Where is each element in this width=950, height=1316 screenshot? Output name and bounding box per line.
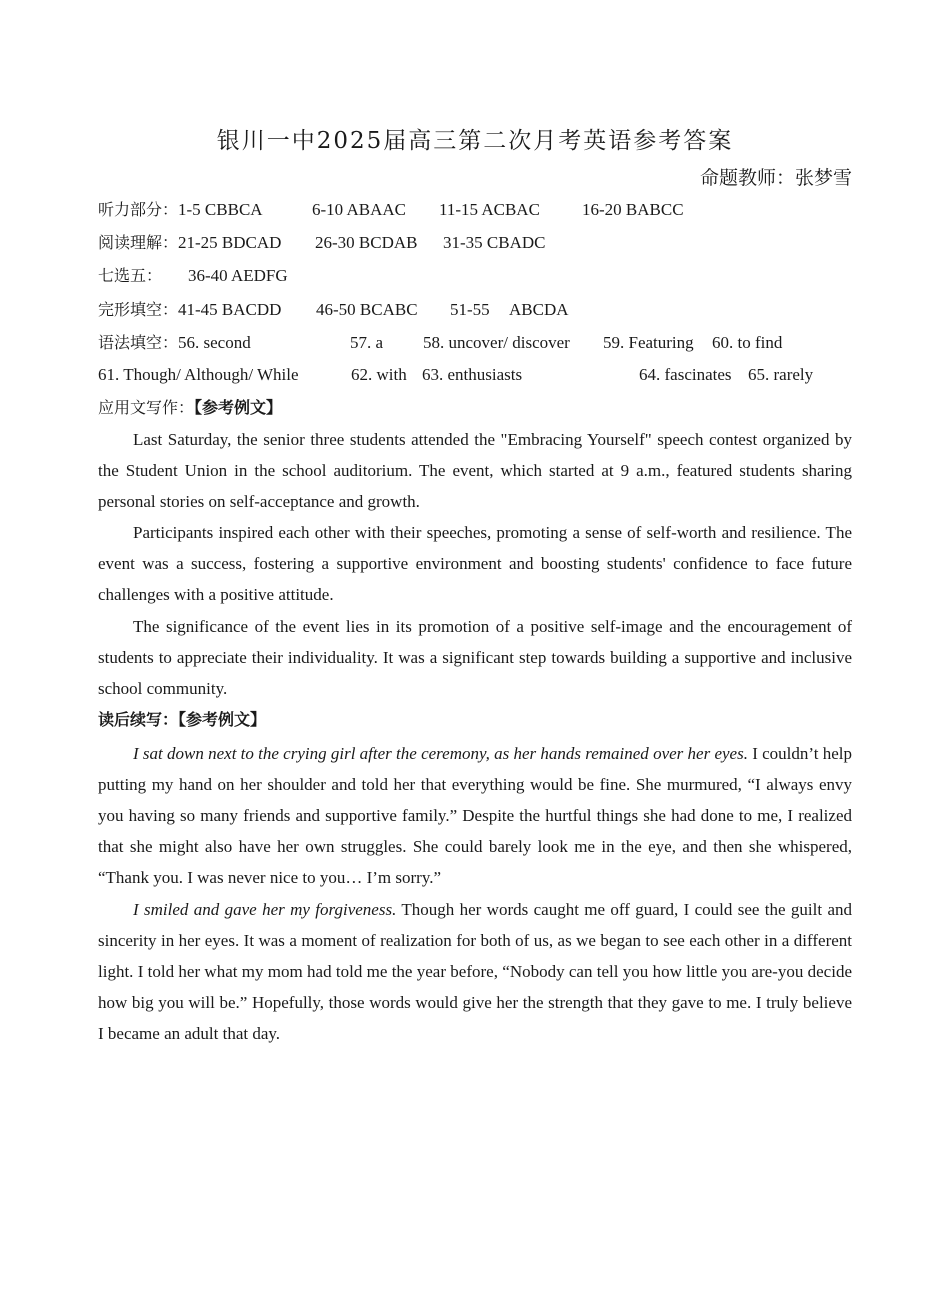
reading-row xyxy=(98,231,852,255)
grammar-row-2 xyxy=(98,363,852,387)
cloze-answers-4: ABCDA xyxy=(509,300,569,319)
writing-sample-tag: 【参考例文】 xyxy=(194,398,283,417)
seven-choose-five-answers: 36-40 AEDFG xyxy=(188,266,288,285)
grammar-answer-58: 58. uncover/ discover xyxy=(423,333,570,352)
listening-answers-2: 6-10 ABAAC xyxy=(312,200,406,219)
grammar-answer-64: 64. fascinates xyxy=(639,365,732,384)
continuation-label: 读后续写： xyxy=(98,710,179,729)
writing-heading xyxy=(98,396,852,420)
grammar-answer-57: 57. a xyxy=(350,333,384,352)
grammar-answer-61: 61. Though/ Although/ While xyxy=(98,365,299,384)
grammar-answer-63: 63. enthusiasts xyxy=(422,365,523,384)
reading-answers-2: 26-30 BCDAB xyxy=(315,233,418,252)
continuation-heading xyxy=(98,708,852,732)
grammar-answer-59: 59. Featuring xyxy=(603,333,694,352)
continuation-p1-lead: I sat down next to the crying girl after the ceremony, as her hands remained over her eyes. xyxy=(133,744,748,763)
cloze-answers-2: 46-50 BCABC xyxy=(316,300,418,319)
reading-label: 阅读理解： xyxy=(98,233,179,252)
cloze-label: 完形填空： xyxy=(98,300,179,319)
continuation-p2-body: Though her words caught me off guard, I could see the guilt and sincerity in her eyes. It was a moment of realization for both of us, as we began to see each other in a different light. I told her what my mom had told me the year before, “Nobody can tell you how little you are-you decide how big you will be.” Hopefully, those words would give her the strength that they gave to me. I truly believe I became an adult that day. xyxy=(98,900,853,1043)
writing-paragraph-2: Participants inspired each other with their speeches, promoting a sense of self-worth and resilience. The event was a success, fostering a supportive environment and boosting students' confidence to face future challenges with a positive attitude. xyxy=(98,523,852,604)
grammar-answer-62: 62. with xyxy=(351,365,407,384)
seven-choose-five-label: 七选五： xyxy=(98,266,163,285)
page-title: 银川一中2025届高三第二次月考英语参考答案 xyxy=(216,128,734,154)
grammar-answer-65: 65. rarely xyxy=(748,365,814,384)
listening-answers-4: 16-20 BABCC xyxy=(582,200,684,219)
listening-answers-1: 1-5 CBBCA xyxy=(178,200,263,219)
grammar-row-1 xyxy=(98,331,852,355)
grammar-label: 语法填空： xyxy=(98,333,179,352)
grammar-answer-60: 60. to find xyxy=(712,333,783,352)
writing-label: 应用文写作： xyxy=(98,398,195,417)
writing-paragraph-1: Last Saturday, the senior three students attended the "Embracing Yourself" speech contest organized by the Student Union in the school auditorium. The event, which started at 9 a.m., featured students sharing personal stories on self-acceptance and growth. xyxy=(98,430,852,511)
listening-label: 听力部分： xyxy=(98,200,179,219)
continuation-paragraph-2 xyxy=(98,894,852,1049)
grammar-answer-56: 56. second xyxy=(178,333,251,352)
continuation-paragraph-1 xyxy=(98,738,852,893)
continuation-p1-body: I couldn’t help putting my hand on her shoulder and told her that everything would be fine. She murmured, “I always envy you having so many friends and supportive family.” Despite the hurtful things she had done to me, I realized that she might also have her own struggles. She could barely look me in the eye, and then she whispered, “Thank you. I was never nice to you… I’m sorry.” xyxy=(98,744,852,887)
writing-paragraph-3: The significance of the event lies in its promotion of a positive self-image and the encouragement of students to appreciate their individuality. It was a significant step towards building a supportive and inclusive school community. xyxy=(98,617,852,698)
cloze-answers-3: 51-55 xyxy=(450,300,490,319)
reading-answers-3: 31-35 CBADC xyxy=(443,233,546,252)
reading-answers-1: 21-25 BDCAD xyxy=(178,233,282,252)
listening-answers-3: 11-15 ACBAC xyxy=(439,200,540,219)
author-line: 命题教师：张梦雪 xyxy=(699,167,852,189)
cloze-row xyxy=(98,298,852,322)
continuation-p2-lead: I smiled and gave her my forgiveness. xyxy=(133,900,397,919)
cloze-answers-1: 41-45 BACDD xyxy=(178,300,282,319)
continuation-sample-tag: 【参考例文】 xyxy=(178,710,267,729)
seven-choose-five-row xyxy=(98,264,852,288)
listening-row xyxy=(98,198,852,222)
